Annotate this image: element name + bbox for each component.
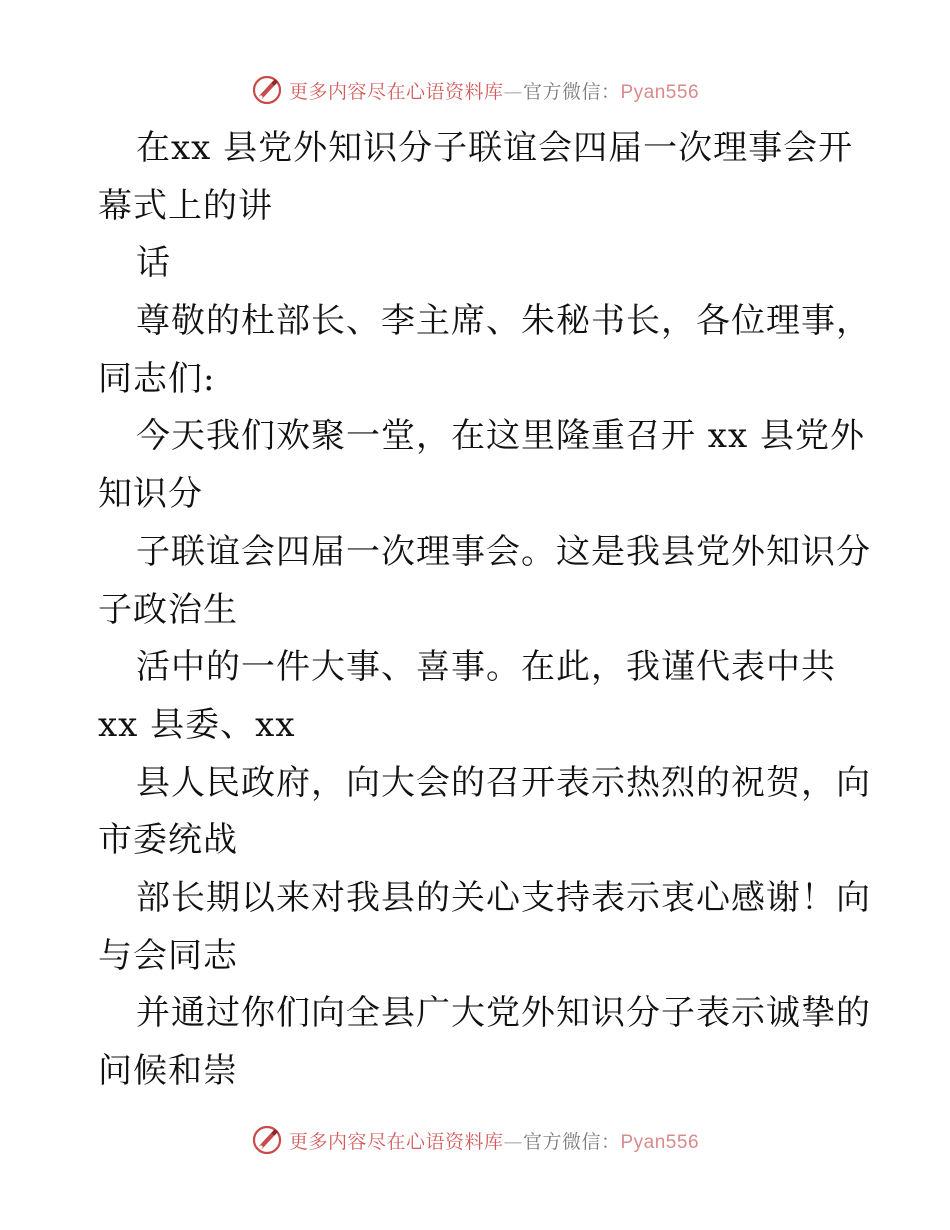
document-line: 子政治生 [98, 589, 238, 630]
document-line: xx 县委、xx [98, 704, 296, 745]
watermark-separator: — [503, 1130, 523, 1153]
document-line: 并通过你们向全县广大党外知识分子表示诚挚的 [136, 993, 871, 1034]
document-line: 市委统战 [98, 820, 238, 861]
document-line: 幕式上的讲 [98, 185, 273, 226]
document-line: 问候和崇 [98, 1051, 238, 1091]
document-line: 县人民政府，向大会的召开表示热烈的祝贺，向 [136, 762, 871, 803]
document-line: 与会同志 [98, 935, 238, 976]
watermark-wechat-label: 官方微信： [522, 80, 621, 103]
document-body [98, 120, 871, 1101]
document-line: 尊敬的杜部长、李主席、朱秘书长，各位理事， [136, 301, 871, 342]
watermark-site-name: 更多内容尽在心语资料库 [288, 80, 504, 103]
quill-pen-seal-icon [251, 74, 283, 106]
document-line: 知识分 [98, 474, 203, 515]
watermark-wechat-id: Pyan556 [620, 81, 700, 103]
document-line: 部长期以来对我县的关心支持表示衷心感谢！向 [136, 877, 871, 918]
quill-pen-seal-icon [251, 1124, 283, 1156]
watermark-separator: — [503, 80, 523, 103]
watermark-wechat-label: 官方微信： [522, 1130, 621, 1153]
document-line: 在xx 县党外知识分子联谊会四届一次理事会开 [136, 128, 854, 168]
footer-watermark [0, 1120, 950, 1160]
document-line: 今天我们欢聚一堂，在这里隆重召开 xx 县党外 [136, 416, 865, 457]
watermark-wechat-id: Pyan556 [620, 1131, 700, 1153]
document-line: 活中的一件大事、喜事。在此，我谨代表中共 [136, 647, 836, 688]
watermark-site-name: 更多内容尽在心语资料库 [288, 1130, 504, 1153]
header-watermark [0, 70, 950, 110]
document-line: 话 [136, 243, 171, 284]
document-line: 子联谊会四届一次理事会。这是我县党外知识分 [136, 531, 871, 572]
document-line: 同志们: [98, 358, 216, 399]
